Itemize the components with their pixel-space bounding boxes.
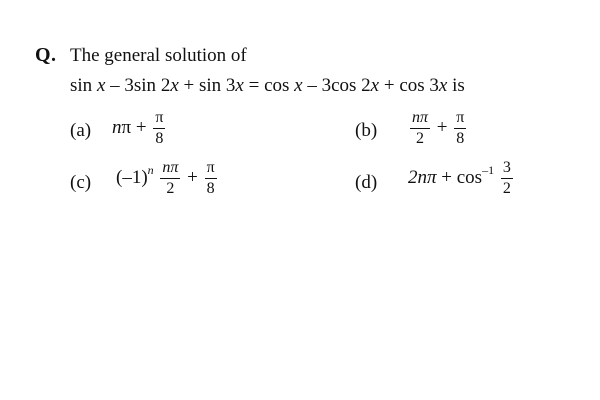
option-c-fraction-2-num: π — [205, 160, 217, 179]
eq-sin: sin — [70, 75, 93, 96]
eq-cos: cos — [399, 75, 425, 96]
eq-3: 3 — [429, 75, 439, 96]
option-d-label: (d) — [355, 172, 378, 193]
eq-minus: – — [110, 75, 120, 96]
option-c-fraction-1-num: nπ — [160, 160, 180, 179]
option-c-base: (–1) — [116, 166, 148, 188]
eq-plus: + — [183, 75, 195, 96]
eq-2: 2 — [361, 75, 371, 96]
option-b-fraction-2 — [454, 110, 466, 147]
option-b-fraction-1-den: 2 — [416, 130, 424, 147]
option-a-fraction-num: π — [153, 110, 165, 129]
eq-x: x — [294, 75, 303, 96]
eq-x: x — [235, 75, 244, 96]
question-equation — [70, 75, 465, 97]
option-d-fraction-den: 2 — [502, 180, 511, 197]
option-a[interactable] — [112, 110, 167, 147]
eq-is: is — [452, 75, 465, 96]
option-d-term: 2nπ — [408, 166, 437, 188]
option-a-fraction-den: 8 — [155, 130, 164, 147]
option-a-plus: + — [135, 116, 147, 138]
eq-sin: sin — [198, 75, 222, 96]
option-b-label: (b) — [355, 120, 378, 141]
option-d[interactable] — [408, 160, 515, 197]
eq-3: 3 — [225, 75, 236, 96]
eq-plus: + — [383, 75, 395, 96]
option-b-fraction-1-num: nπ — [410, 110, 430, 129]
option-a-pi: π — [121, 116, 132, 138]
option-a-label: (a) — [70, 120, 92, 141]
eq-minus: – — [307, 75, 317, 96]
eq-x: x — [438, 75, 448, 96]
eq-2: 2 — [160, 75, 171, 96]
question-label: Q. — [35, 44, 57, 66]
eq-3cos: 3cos — [321, 75, 357, 96]
option-c[interactable] — [116, 160, 219, 197]
eq-cos: cos — [264, 75, 290, 96]
option-d-fraction — [501, 160, 513, 197]
option-c-fraction-1-den: 2 — [166, 180, 175, 197]
eq-x: x — [370, 75, 380, 96]
option-b-fraction-2-num: π — [454, 110, 466, 129]
option-d-cos: cos — [456, 166, 483, 188]
eq-x: x — [96, 75, 106, 96]
option-c-fraction-2-den: 8 — [206, 180, 215, 197]
option-c-exponent: n — [147, 162, 154, 177]
option-b[interactable] — [408, 110, 468, 147]
option-c-label: (c) — [70, 172, 92, 193]
question-intro: The general solution of — [70, 45, 247, 66]
option-b-fraction-1 — [410, 110, 430, 147]
option-d-plus: + — [441, 166, 452, 188]
option-a-n: n — [112, 116, 122, 138]
option-b-fraction-2-den: 8 — [456, 130, 465, 147]
option-d-exponent: –1 — [482, 162, 495, 177]
option-c-fraction-1 — [160, 160, 180, 197]
option-b-plus: + — [436, 116, 448, 138]
eq-x: x — [170, 75, 179, 96]
option-a-fraction — [153, 110, 165, 147]
option-c-fraction-2 — [205, 160, 217, 197]
eq-equals: = — [248, 75, 260, 96]
eq-3sin: 3sin — [124, 75, 157, 96]
option-d-fraction-num: 3 — [501, 160, 513, 179]
option-c-plus: + — [187, 166, 198, 188]
